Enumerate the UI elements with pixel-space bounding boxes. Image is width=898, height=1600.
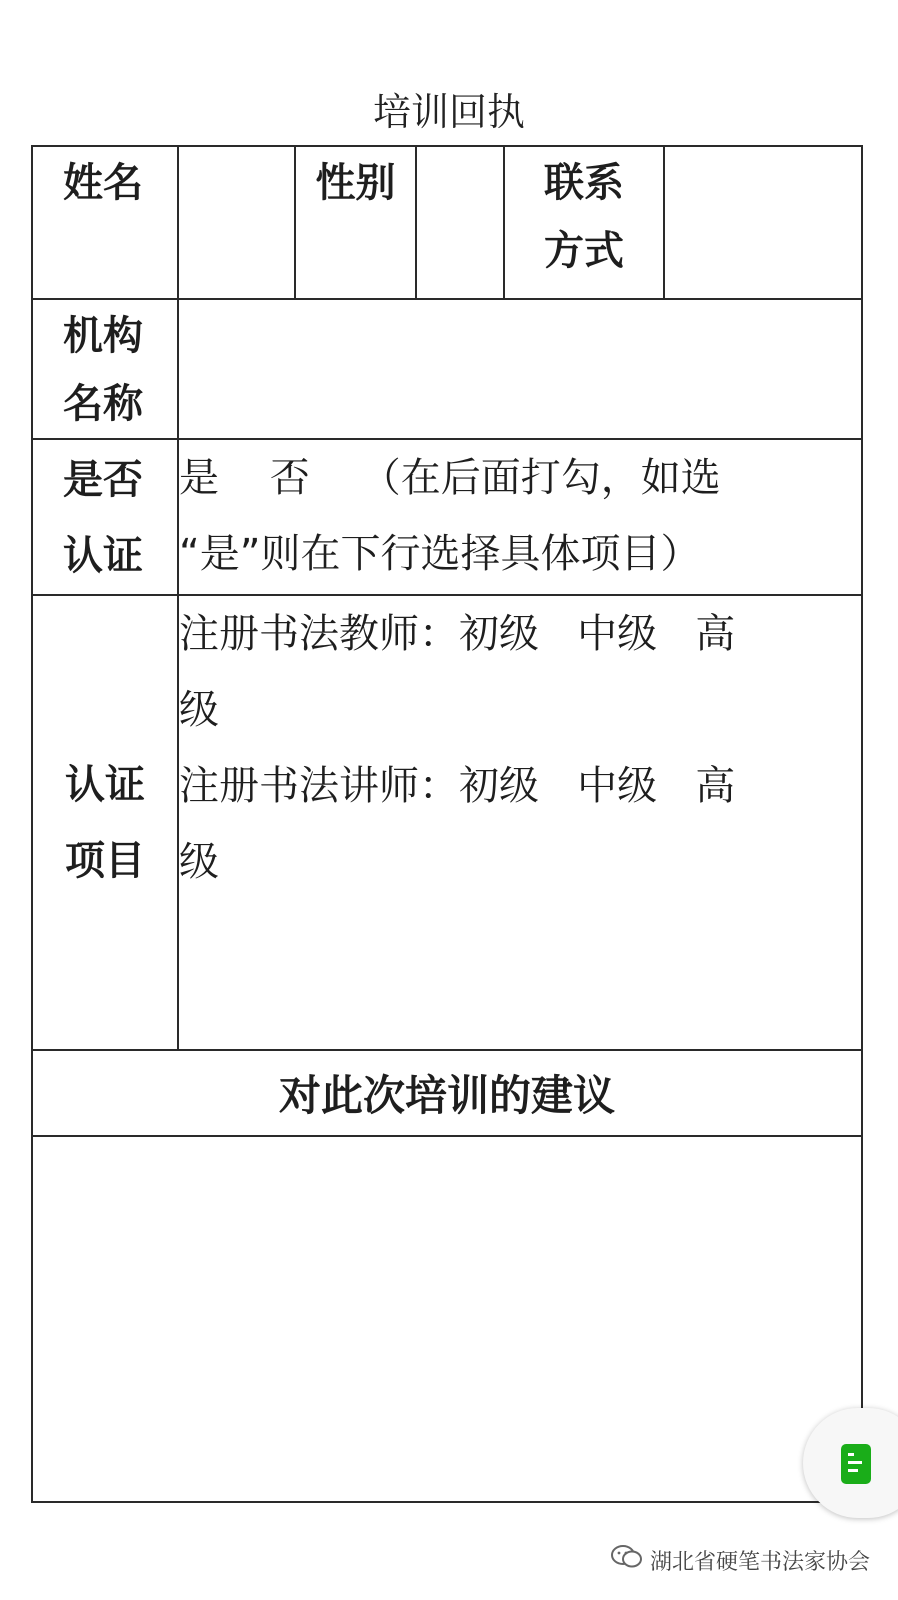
suggestion-row: [32, 1136, 862, 1502]
certification-question-line-1: 是 否 （在后面打勾，如选: [179, 455, 721, 501]
organization-label-line-1: 机构: [63, 313, 143, 359]
contact-label-line-2: 方式: [544, 228, 624, 274]
organization-field[interactable]: [178, 299, 862, 439]
certification-question-label: [32, 439, 178, 595]
contact-label-line-1: 联系: [544, 160, 624, 206]
certification-items-label: [32, 595, 178, 1050]
name-label: 姓名: [32, 146, 178, 299]
personal-info-row: [32, 146, 862, 299]
page-title: 培训回执: [372, 90, 525, 134]
footer-text: 湖北省硬笔书法家协会: [649, 1549, 870, 1575]
certification-items-row: [32, 595, 862, 1050]
organization-row: [32, 299, 862, 439]
certification-question-value[interactable]: [178, 439, 862, 595]
lecturer-levels-line-2: 级: [179, 839, 219, 885]
certification-items-label-line-1: 认证: [65, 761, 145, 808]
gender-field[interactable]: [416, 146, 504, 299]
certification-items-label-line-2: 项目: [65, 837, 145, 884]
certification-question-label-line-1: 是否: [63, 457, 143, 503]
gender-label: 性别: [295, 146, 416, 299]
certification-question-line-2: “是”则在下行选择具体项目）: [179, 531, 701, 577]
certification-question-row: [32, 439, 862, 595]
suggestion-header: 对此次培训的建议: [32, 1050, 862, 1136]
certification-items-value[interactable]: [178, 595, 862, 1050]
name-field[interactable]: [178, 146, 295, 299]
contact-field[interactable]: [664, 146, 862, 299]
certification-question-label-line-2: 认证: [63, 533, 143, 579]
organization-label-line-2: 名称: [63, 381, 143, 427]
suggestion-header-row: [32, 1050, 862, 1136]
wechat-icon: [610, 1544, 644, 1576]
footer-attribution: [610, 1544, 870, 1576]
receipt-form: [31, 145, 863, 1503]
lecturer-levels-line-1: 注册书法讲师：初级 中级 高: [179, 763, 736, 809]
document-icon: [840, 1443, 872, 1489]
contact-label: [504, 146, 664, 299]
teacher-levels-line-1: 注册书法教师：初级 中级 高: [179, 611, 736, 657]
suggestion-field[interactable]: [32, 1136, 862, 1502]
organization-label: [32, 299, 178, 439]
teacher-levels-line-2: 级: [179, 687, 219, 733]
